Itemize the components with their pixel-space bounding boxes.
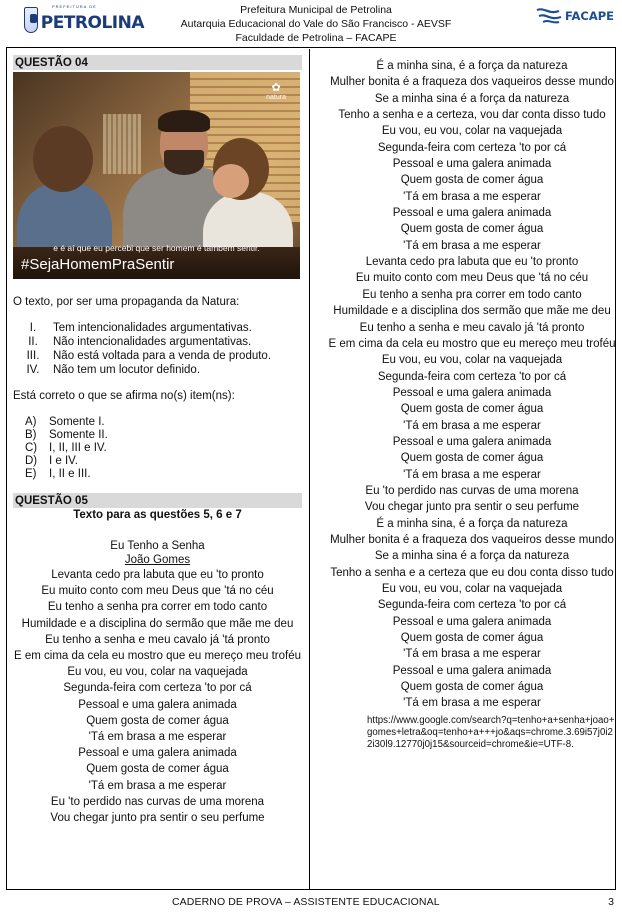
facape-wave-icon [535, 7, 563, 25]
statement-item: III. Não está voltada para a venda de produto. [26, 350, 272, 362]
lyric-line: Pessoal e uma galera animada [392, 207, 552, 220]
lyric-line: Segunda-feira com certeza 'to por cá [377, 141, 567, 154]
lyric-line: Eu vou, eu vou, colar na vaquejada [381, 583, 563, 595]
option-d: D) I e IV. [25, 455, 78, 467]
header-line-1: Prefeitura Municipal de Petrolina [240, 4, 392, 16]
lyric-line: Quem gosta de comer água [400, 632, 544, 645]
lyric-line: Se a minha sina é a força da natureza [374, 92, 570, 105]
page-footer [0, 896, 622, 912]
lyric-line: E em cima da cela eu mostro que eu mereço meu troféu [328, 337, 616, 350]
lyric-line: 'Tá em brasa a me esperar [88, 779, 227, 792]
lyric-line: Eu vou, eu vou, colar na vaquejada [381, 125, 563, 138]
lyric-line: Pessoal e uma galera animada [392, 386, 552, 399]
option-e: E) I, II e III. [25, 468, 91, 480]
lyric-line: Levanta cedo pra labuta que eu 'to pronto [51, 569, 264, 581]
right-column [327, 58, 617, 751]
lyric-line: Eu 'to perdido nas curvas de uma morena [50, 795, 265, 808]
lyric-line: E em cima da cela eu mostro que eu mereço meu troféu [13, 650, 301, 663]
lyric-line: Quem gosta de comer água [400, 174, 544, 187]
lyric-line: Eu vou, eu vou, colar na vaquejada [381, 354, 563, 367]
lyric-line: Segunda-feira com certeza 'to por cá [377, 599, 567, 612]
lyric-line: Eu muito conto com meu Deus que 'tá no céu [41, 585, 274, 598]
lyrics-right [327, 58, 617, 712]
lyric-line: Quem gosta de comer água [400, 452, 544, 465]
lyric-line: Humildade e a disciplina do sermão que mãe me deu [21, 617, 294, 630]
lyric-line: Pessoal e uma galera animada [392, 615, 552, 628]
lyric-line: Quem gosta de comer água [400, 681, 544, 694]
song-author: João Gomes [124, 554, 191, 566]
question-04-items [13, 321, 302, 377]
lyric-line: Quem gosta de comer água [86, 763, 229, 776]
footer-title: CADERNO DE PROVA – ASSISTENTE EDUCACIONAL [172, 896, 440, 908]
option-b: B) Somente II. [25, 429, 108, 441]
facape-logo-text: FACAPE [564, 9, 614, 23]
natura-logo-icon: ✿ [271, 82, 281, 94]
question-05-subhead: Texto para as questões 5, 6 e 7 [73, 509, 242, 521]
lyrics-left [13, 567, 302, 826]
lyric-line: Se a minha sina é a força da natureza [374, 550, 570, 563]
petrolina-logo [24, 4, 144, 36]
lyric-line: 'Tá em brasa a me esperar [403, 239, 541, 252]
image-hashtag: #SejaHomemPraSentir [21, 256, 175, 273]
lyric-line: É a minha sina, é a força da natureza [376, 60, 568, 72]
natura-brand-text: natura [266, 94, 286, 101]
lyric-line: Eu vou, eu vou, colar na vaquejada [67, 666, 248, 679]
left-column [13, 55, 302, 826]
facape-logo [518, 3, 614, 29]
song-title: Eu Tenho a Senha [110, 540, 205, 552]
lyric-line: 'Tá em brasa a me esperar [403, 190, 541, 203]
header-line-3: Faculdade de Petrolina – FACAPE [235, 32, 397, 44]
lyric-line: Quem gosta de comer água [86, 714, 229, 727]
lyric-line: 'Tá em brasa a me esperar [403, 697, 541, 710]
lyric-line: Segunda-feira com certeza 'to por cá [63, 682, 252, 695]
lyric-line: Mulher bonita é a fraqueza dos vaqueiros desse mundo [330, 76, 614, 89]
natura-ad-image [13, 72, 300, 279]
question-04-prompt: Está correto o que se afirma no(s) item(ns): [13, 390, 235, 402]
header-line-2: Autarquia Educacional do Vale do São Francisco - AEVSF [180, 18, 452, 30]
option-a: A) Somente I. [25, 416, 105, 428]
question-05-title: QUESTÃO 05 [13, 493, 302, 508]
lyric-line: 'Tá em brasa a me esperar [403, 468, 541, 481]
lyric-line: Tenho a senha e a certeza, vou dar conta disso tudo [338, 109, 606, 122]
question-04-title: QUESTÃO 04 [13, 55, 302, 70]
lyric-line: Mulher bonita é a fraqueza dos vaqueiros desse mundo [330, 533, 614, 546]
statement-item: IV. Não tem um locutor definido. [26, 364, 201, 376]
lyric-line: 'Tá em brasa a me esperar [403, 419, 541, 432]
statement-item: I. Tem intencionalidades argumentativas. [29, 322, 252, 334]
image-caption: e é aí que eu percebi que ser homem é também sentir. [53, 243, 260, 253]
lyric-line: Pessoal e uma galera animada [392, 664, 552, 677]
lyric-line: Levanta cedo pra labuta que eu 'to pronto [365, 256, 579, 269]
lyric-line: 'Tá em brasa a me esperar [88, 731, 227, 744]
lyric-line: Vou chegar junto pra sentir o seu perfume [50, 812, 265, 825]
lyric-line: É a minha sina, é a força da natureza [376, 517, 568, 530]
logo-big-text: PETROLINA [40, 13, 144, 33]
question-04-intro: O texto, por ser uma propaganda da Natura: [13, 296, 240, 308]
lyric-line: Eu tenho a senha e meu cavalo já 'tá pronto [359, 321, 585, 334]
question-04-options [13, 416, 302, 481]
source-url: https://www.google.com/search?q=tenho+a+senha+joao+gomes+letra&oq=tenho+a+++jo&aqs=chrome.3.69i57j0i22i30l9.12770j0j15&sourceid=chrome&ie=UTF-8. [367, 714, 615, 750]
lyric-line: Eu tenho a senha pra correr em todo canto [362, 288, 582, 301]
page-number: 3 [608, 896, 614, 908]
lyric-line: 'Tá em brasa a me esperar [403, 648, 541, 661]
lyric-line: Humildade e a disciplina dos sermão que mãe me deu [333, 305, 611, 318]
lyric-line: Pessoal e uma galera animada [392, 435, 552, 448]
lyric-line: Segunda-feira com certeza 'to por cá [377, 370, 567, 383]
lyric-line: Pessoal e uma galera animada [392, 158, 552, 171]
header-institution [146, 3, 486, 45]
lyric-line: Eu 'to perdido nas curvas de uma morena [365, 484, 579, 497]
lyric-line: Quem gosta de comer água [400, 223, 544, 236]
lyric-line: Eu muito conto com meu Deus que 'tá no céu [355, 272, 589, 285]
lyric-line: Tenho a senha e a certeza que eu dou conta disso tudo [330, 566, 614, 579]
logo-small-text: PREFEITURA DE [52, 4, 97, 9]
lyric-line: Pessoal e uma galera animada [78, 747, 237, 760]
natura-brand [266, 84, 286, 102]
column-divider [309, 49, 310, 890]
lyric-line: Eu tenho a senha pra correr em todo canto [47, 601, 268, 614]
lyric-line: Eu tenho a senha e meu cavalo já 'tá pronto [45, 633, 270, 646]
option-c: C) I, II, III e IV. [25, 442, 107, 454]
statement-item: II. Não intencionalidades argumentativas. [28, 336, 252, 348]
lyric-line: Vou chegar junto pra sentir o seu perfume [364, 501, 580, 514]
lyric-line: Pessoal e uma galera animada [78, 698, 237, 711]
page-header [6, 0, 616, 48]
lyric-line: Quem gosta de comer água [400, 403, 544, 416]
crest-icon [24, 7, 38, 33]
